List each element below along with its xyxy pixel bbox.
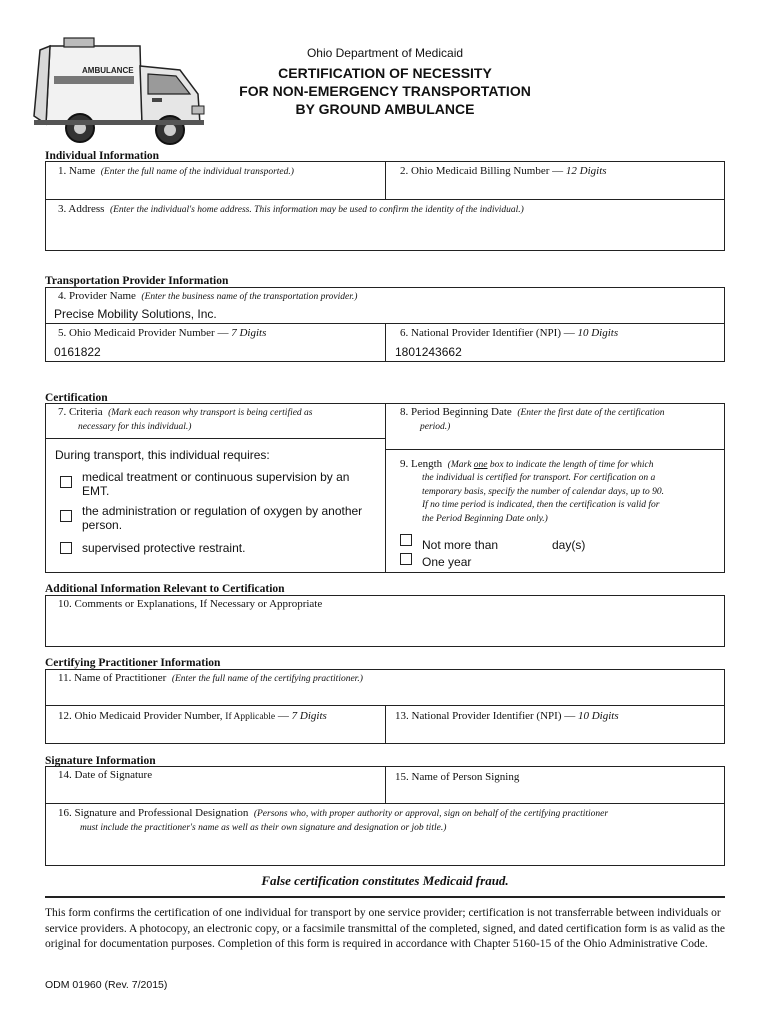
criteria-panel bbox=[45, 403, 386, 573]
provider-name-hint: (Enter the business name of the transportation provider.) bbox=[141, 292, 358, 302]
form-title bbox=[200, 64, 570, 118]
length-hint-line-4: the Period Beginning Date only.) bbox=[422, 513, 548, 524]
practitioner-npi-label: 13. National Provider Identifier (NPI) — bbox=[395, 710, 578, 722]
fraud-warning: False certification constitutes Medicaid fraud. bbox=[261, 873, 509, 888]
person-signing-field[interactable] bbox=[385, 766, 725, 804]
provider-medicaid-number-hint: 7 Digits bbox=[231, 327, 267, 339]
footer-notice: This form confirms the certification of one individual for transport by one service provider; certification is not transferrable between individuals or service providers. A photocopy, an electronic copy, or a facsimile transmittal of the completed, signed, and dated certification form is as valid as the original for documentation purposes. Completion of this form is required in accordance with Chapter 5160-15 of the Ohio Administrative Code. bbox=[45, 907, 725, 950]
provider-medicaid-number-value: 0161822 bbox=[54, 345, 101, 359]
provider-npi-value: 1801243662 bbox=[395, 345, 462, 359]
section-transportation-provider: Transportation Provider Information bbox=[45, 275, 229, 287]
billing-number-label: 2. Ohio Medicaid Billing Number — bbox=[400, 165, 566, 177]
signature-date-label: 14. Date of Signature bbox=[58, 769, 153, 781]
section-additional-information: Additional Information Relevant to Certification bbox=[45, 583, 285, 595]
form-title-line-1: CERTIFICATION OF NECESSITY bbox=[278, 65, 492, 81]
length-not-more-than-checkbox[interactable] bbox=[400, 534, 412, 546]
practitioner-medicaid-label: 12. Ohio Medicaid Provider Number, bbox=[58, 710, 226, 722]
period-hint-cont: period.) bbox=[420, 422, 451, 432]
agency-name: Ohio Department of Medicaid bbox=[306, 46, 464, 60]
provider-name-field[interactable] bbox=[45, 287, 725, 324]
criteria-restraint-checkbox[interactable] bbox=[60, 542, 72, 554]
length-one-year-label: One year bbox=[422, 555, 472, 569]
individual-address-label: 3. Address bbox=[58, 203, 105, 215]
individual-address-hint: (Enter the individual's home address. This information may be used to confirm the identity of the individual.) bbox=[109, 205, 524, 215]
length-hint-a: (Mark bbox=[447, 460, 474, 470]
practitioner-npi-hint: 10 Digits bbox=[577, 710, 619, 722]
provider-name-value: Precise Mobility Solutions, Inc. bbox=[54, 307, 217, 321]
period-label: 8. Period Beginning Date bbox=[400, 406, 512, 418]
individual-name-hint: (Enter the full name of the individual transported.) bbox=[100, 167, 294, 177]
billing-number-field[interactable] bbox=[385, 161, 725, 200]
period-hint: (Enter the first date of the certification bbox=[517, 408, 665, 418]
length-label: 9. Length bbox=[400, 458, 443, 470]
provider-name-label: 4. Provider Name bbox=[58, 290, 136, 302]
criteria-oxygen-checkbox[interactable] bbox=[60, 510, 72, 522]
length-not-more-than-label: Not more than bbox=[422, 538, 499, 552]
length-hint-line-2: temporary basis, specify the number of calendar days, up to 90. bbox=[422, 486, 664, 497]
criteria-emt-checkbox[interactable] bbox=[60, 476, 72, 488]
ambulance-logo-text: AMBULANCE bbox=[82, 66, 134, 75]
practitioner-medicaid-hint: 7 Digits bbox=[291, 710, 327, 722]
length-days-input[interactable] bbox=[504, 536, 540, 551]
section-signature-information: Signature Information bbox=[45, 755, 156, 767]
length-one-year-checkbox[interactable] bbox=[400, 553, 412, 565]
criteria-hint-cont: necessary for this individual.) bbox=[78, 422, 192, 432]
signature-date-field[interactable] bbox=[45, 766, 386, 804]
length-panel bbox=[385, 449, 725, 573]
length-hint-b: box to indicate the length of time for which bbox=[487, 460, 654, 470]
section-certification: Certification bbox=[45, 392, 108, 404]
provider-npi-hint: 10 Digits bbox=[577, 327, 619, 339]
criteria-oxygen-label: the administration or regulation of oxygen by another person. bbox=[82, 504, 363, 532]
signature-designation-hint-cont: must include the practitioner's name as well as their own signature and designation or job title.) bbox=[80, 823, 447, 833]
criteria-emt-label: medical treatment or continuous supervision by an EMT. bbox=[82, 470, 350, 498]
comments-field[interactable] bbox=[45, 595, 725, 647]
signature-designation-label: 16. Signature and Professional Designation bbox=[58, 807, 249, 819]
provider-npi-label: 6. National Provider Identifier (NPI) — bbox=[400, 327, 578, 339]
billing-number-hint: 12 Digits bbox=[565, 165, 607, 177]
practitioner-medicaid-number-field[interactable] bbox=[45, 705, 386, 744]
person-signing-label: 15. Name of Person Signing bbox=[395, 771, 520, 783]
section-individual-information: Individual Information bbox=[45, 150, 160, 162]
practitioner-name-field[interactable] bbox=[45, 669, 725, 706]
ambulance-logo bbox=[20, 36, 220, 148]
individual-name-label: 1. Name bbox=[58, 165, 96, 177]
practitioner-name-hint: (Enter the full name of the certifying practitioner.) bbox=[171, 674, 363, 684]
individual-name-field[interactable] bbox=[45, 161, 386, 200]
provider-npi-field[interactable] bbox=[385, 323, 725, 362]
signature-designation-field[interactable] bbox=[45, 803, 725, 866]
period-beginning-date-field[interactable] bbox=[385, 403, 725, 450]
criteria-restraint-label: supervised protective restraint. bbox=[82, 541, 246, 555]
length-hint-line-3: If no time period is indicated, then the certification is valid for bbox=[422, 500, 660, 510]
ambulance-icon bbox=[20, 36, 220, 148]
comments-label: 10. Comments or Explanations, If Necessary or Appropriate bbox=[58, 598, 323, 610]
section-certifying-practitioner: Certifying Practitioner Information bbox=[45, 657, 221, 669]
individual-address-field[interactable] bbox=[45, 199, 725, 251]
practitioner-medicaid-if-applicable: If Applicable bbox=[225, 712, 276, 722]
length-hint-one: one bbox=[473, 460, 488, 470]
criteria-hint: (Mark each reason why transport is being certified as bbox=[108, 408, 313, 418]
provider-medicaid-number-field[interactable] bbox=[45, 323, 386, 362]
form-title-line-3: BY GROUND AMBULANCE bbox=[295, 101, 475, 117]
form-id: ODM 01960 (Rev. 7/2015) bbox=[45, 979, 168, 991]
practitioner-name-label: 11. Name of Practitioner bbox=[58, 672, 167, 684]
footer-divider bbox=[45, 896, 725, 898]
form-title-line-2: FOR NON-EMERGENCY TRANSPORTATION bbox=[239, 83, 531, 99]
signature-designation-hint: (Persons who, with proper authority or approval, sign on behalf of the certifying practitioner bbox=[253, 809, 609, 819]
length-hint-line-1: the individual is certified for transport. For certification on a bbox=[422, 473, 656, 483]
criteria-label: 7. Criteria bbox=[58, 406, 103, 418]
criteria-requires-text: During transport, this individual requires: bbox=[55, 448, 270, 462]
provider-medicaid-number-label: 5. Ohio Medicaid Provider Number — bbox=[58, 327, 232, 339]
length-days-label: day(s) bbox=[552, 538, 586, 552]
practitioner-medicaid-dash: — bbox=[275, 710, 292, 722]
practitioner-npi-field[interactable] bbox=[385, 705, 725, 744]
